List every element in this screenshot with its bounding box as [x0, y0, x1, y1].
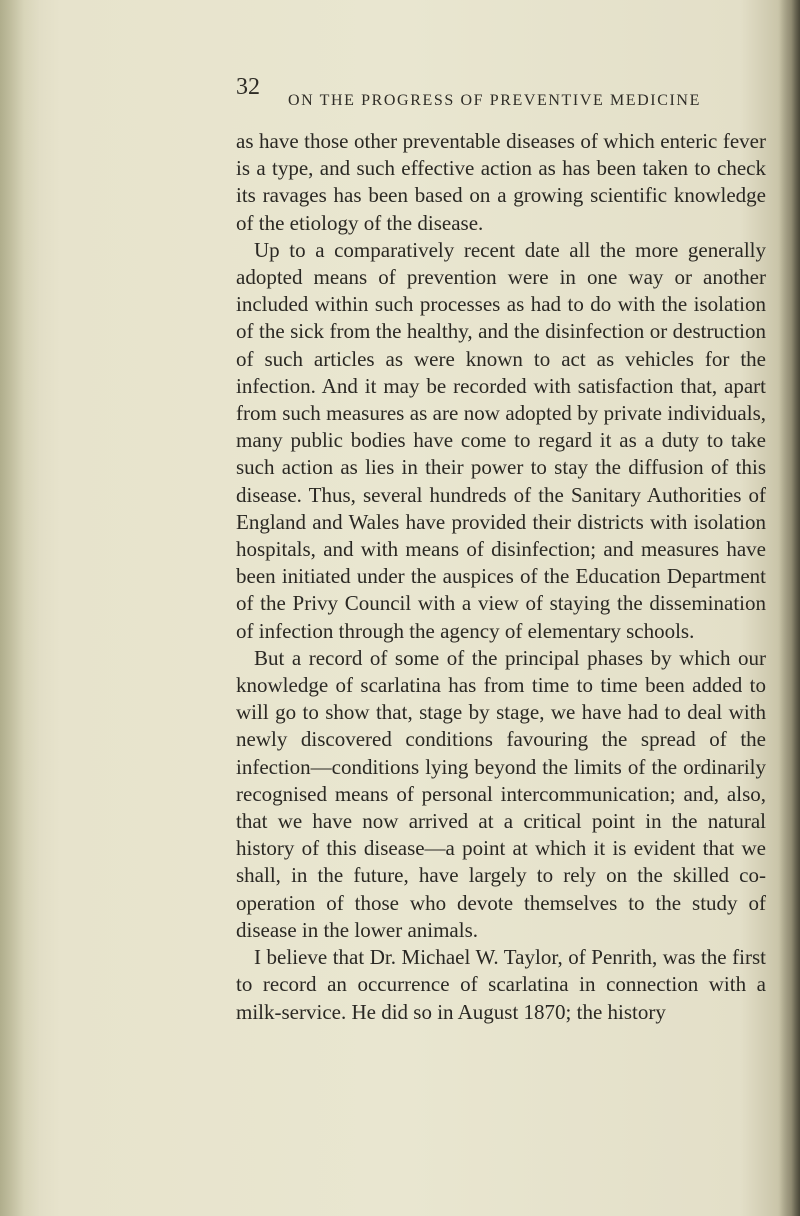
page-number: 32	[236, 74, 260, 100]
paragraph-4: I believe that Dr. Michael W. Taylor, of Penrith, was the first to record an occurrence of scarlatina in connection with a milk-service. He did so in August 1870; the history	[236, 945, 766, 1024]
paragraph-2: Up to a comparatively recent date all the more generally adopted means of prevention were in one way or another included within such processes as had to do with the isolation of the sick from the healthy, and the disinfection or destruction of such articles as were known to act as vehicles for the infection. And it may be recorded with satisfaction that, apart from such measures as are now adopted by private individuals, many public bodies have come to regard it as a duty to take such action as lies in their power to stay the diffusion of this disease. Thus, several hundreds of the Sanitary Authorities of England and Wales have provided their districts with isolation hospitals, and with means of disinfection; and measures have been initiated under the auspices of the Education Department of the Privy Council with a view of staying the dissemination of infection through the agency of elementary schools.	[236, 237, 766, 643]
paragraph-3: But a record of some of the principal phases by which our knowledge of scarlatina has from time to time been added to will go to show that, stage by stage, we have had to deal with newly discovered conditions favouring the spread of the infection—conditions lying beyond the limits of the ordinarily recognised means of personal intercommunication; and, also, that we have now arrived at a critical point in the natural history of this disease—a point at which it is evident that we shall, in the future, have largely to rely on the skilled co-operation of those who devote themselves to the study of disease in the lower animals.	[236, 645, 766, 942]
body-text	[236, 128, 766, 1026]
page-right-shadow	[778, 0, 800, 1216]
running-header	[0, 74, 800, 114]
running-title: ON THE PROGRESS OF PREVENTIVE MEDICINE	[288, 92, 701, 109]
paragraph-1: as have those other preventable diseases of which enteric fever is a type, and such effective action as has been taken to check its ravages has been based on a growing scientific knowledge of the etiology of the disease.	[236, 129, 766, 235]
page-left-shadow	[0, 0, 40, 1216]
